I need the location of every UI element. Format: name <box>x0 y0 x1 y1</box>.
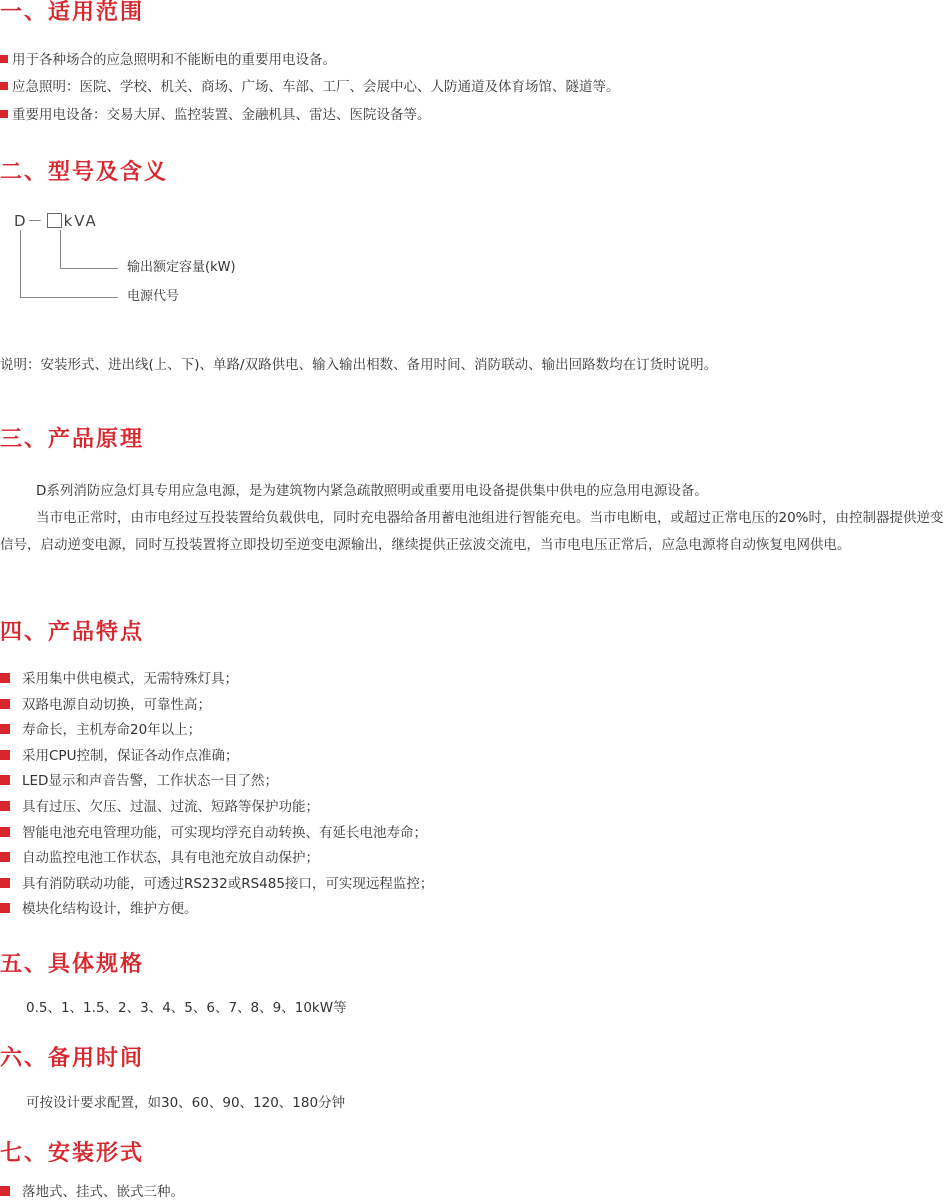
section-heading-installation: 七、安装形式 <box>0 1141 145 1166</box>
bullet-square-icon <box>0 55 8 63</box>
section-heading-backup-time: 六、备用时间 <box>0 1046 145 1071</box>
list-item <box>0 670 238 688</box>
principle-text <box>0 478 945 559</box>
section-heading-model: 二、型号及含义 <box>0 160 169 185</box>
connector-line <box>20 230 21 297</box>
bullet-square-icon <box>0 775 10 785</box>
bullet-square-icon <box>0 878 10 888</box>
paragraph: 当市电正常时，由市电经过互投装置给负载供电，同时充电器给备用蓄电池组进行智能充电。当市电断电，或超过正常电压的20%时，由控制器提供逆变信号，启动逆变电源，同时互投装置将立即投切至逆变电源输出，继续提供正弦波交流电，当市电电压正常后，应急电源将自动恢复电网供电。 <box>0 510 944 553</box>
list-item <box>0 721 201 739</box>
model-suffix: kVA <box>63 212 98 230</box>
list-item <box>0 747 238 765</box>
list-item-text: 寿命长，主机寿命20年以上； <box>22 722 202 738</box>
model-prefix: D－ <box>14 212 45 230</box>
list-item <box>0 106 431 124</box>
list-item-text: 重要用电设备：交易大屏、监控装置、金融机具、雷达、医院设备等。 <box>12 107 431 123</box>
list-item-text: 用于各种场合的应急照明和不能断电的重要用电设备。 <box>12 52 336 68</box>
list-item-text: LED显示和声音告警，工作状态一目了然； <box>22 773 278 789</box>
connector-line <box>60 230 61 268</box>
order-note: 说明：安装形式、进出线(上、下)、单路/双路供电、输入输出相数、备用时间、消防联动、输出回路数均在订货时说明。 <box>0 357 718 373</box>
section-heading-scope: 一、适用范围 <box>0 0 145 25</box>
capacity-placeholder-box <box>47 213 62 228</box>
bullet-square-icon <box>0 699 10 709</box>
list-item-text: 采用CPU控制，保证各动作点准确； <box>22 748 239 764</box>
list-item-text: 应急照明：医院、学校、机关、商场、广场、车部、工厂、会展中心、人防通道及体育场馆、隧道等。 <box>12 79 620 95</box>
list-item <box>0 849 319 867</box>
list-item <box>0 824 427 842</box>
connector-line <box>60 268 118 269</box>
list-item <box>0 51 336 69</box>
bullet-square-icon <box>0 1186 10 1196</box>
section-heading-specs: 五、具体规格 <box>0 952 145 977</box>
section-heading-features: 四、产品特点 <box>0 620 145 645</box>
bullet-square-icon <box>0 827 10 837</box>
bullet-square-icon <box>0 724 10 734</box>
connector-line <box>20 297 118 298</box>
list-item-text: 具有过压、欠压、过温、过流、短路等保护功能； <box>22 799 319 815</box>
list-item-text: 双路电源自动切换，可靠性高； <box>22 697 211 713</box>
bullet-square-icon <box>0 852 10 862</box>
list-item <box>0 78 620 96</box>
paragraph: D系列消防应急灯具专用应急电源，是为建筑物内紧急疏散照明或重要用电设备提供集中供电的应急用电源设备。 <box>36 483 708 499</box>
list-item-text: 落地式、挂式、嵌式三种。 <box>22 1184 184 1200</box>
list-item-text: 具有消防联动功能，可透过RS232或RS485接口，可实现远程监控； <box>22 876 434 892</box>
list-item-text: 自动监控电池工作状态，具有电池充放自动保护； <box>22 850 319 866</box>
bullet-square-icon <box>0 110 8 118</box>
bullet-square-icon <box>0 673 10 683</box>
list-item-text: 智能电池充电管理功能，可实现均浮充自动转换、有延长电池寿命； <box>22 825 427 841</box>
bullet-square-icon <box>0 801 10 811</box>
list-item <box>0 772 278 790</box>
code-label: 电源代号 <box>127 289 180 304</box>
list-item <box>0 1183 184 1201</box>
list-item-text: 采用集中供电模式，无需特殊灯具； <box>22 671 238 687</box>
capacity-label: 输出额定容量(kW) <box>127 260 236 275</box>
bullet-square-icon <box>0 750 10 760</box>
backup-time-text: 可按设计要求配置，如30、60、90、120、180分钟 <box>26 1095 346 1111</box>
section-heading-principle: 三、产品原理 <box>0 427 145 452</box>
bullet-square-icon <box>0 903 10 913</box>
bullet-square-icon <box>0 82 8 90</box>
specs-text: 0.5、1、1.5、2、3、4、5、6、7、8、9、10kW等 <box>26 1000 347 1016</box>
list-item <box>0 696 211 714</box>
list-item-text: 模块化结构设计，维护方便。 <box>22 901 198 917</box>
list-item <box>0 875 433 893</box>
list-item <box>0 900 198 918</box>
list-item <box>0 798 319 816</box>
model-code <box>14 210 98 231</box>
